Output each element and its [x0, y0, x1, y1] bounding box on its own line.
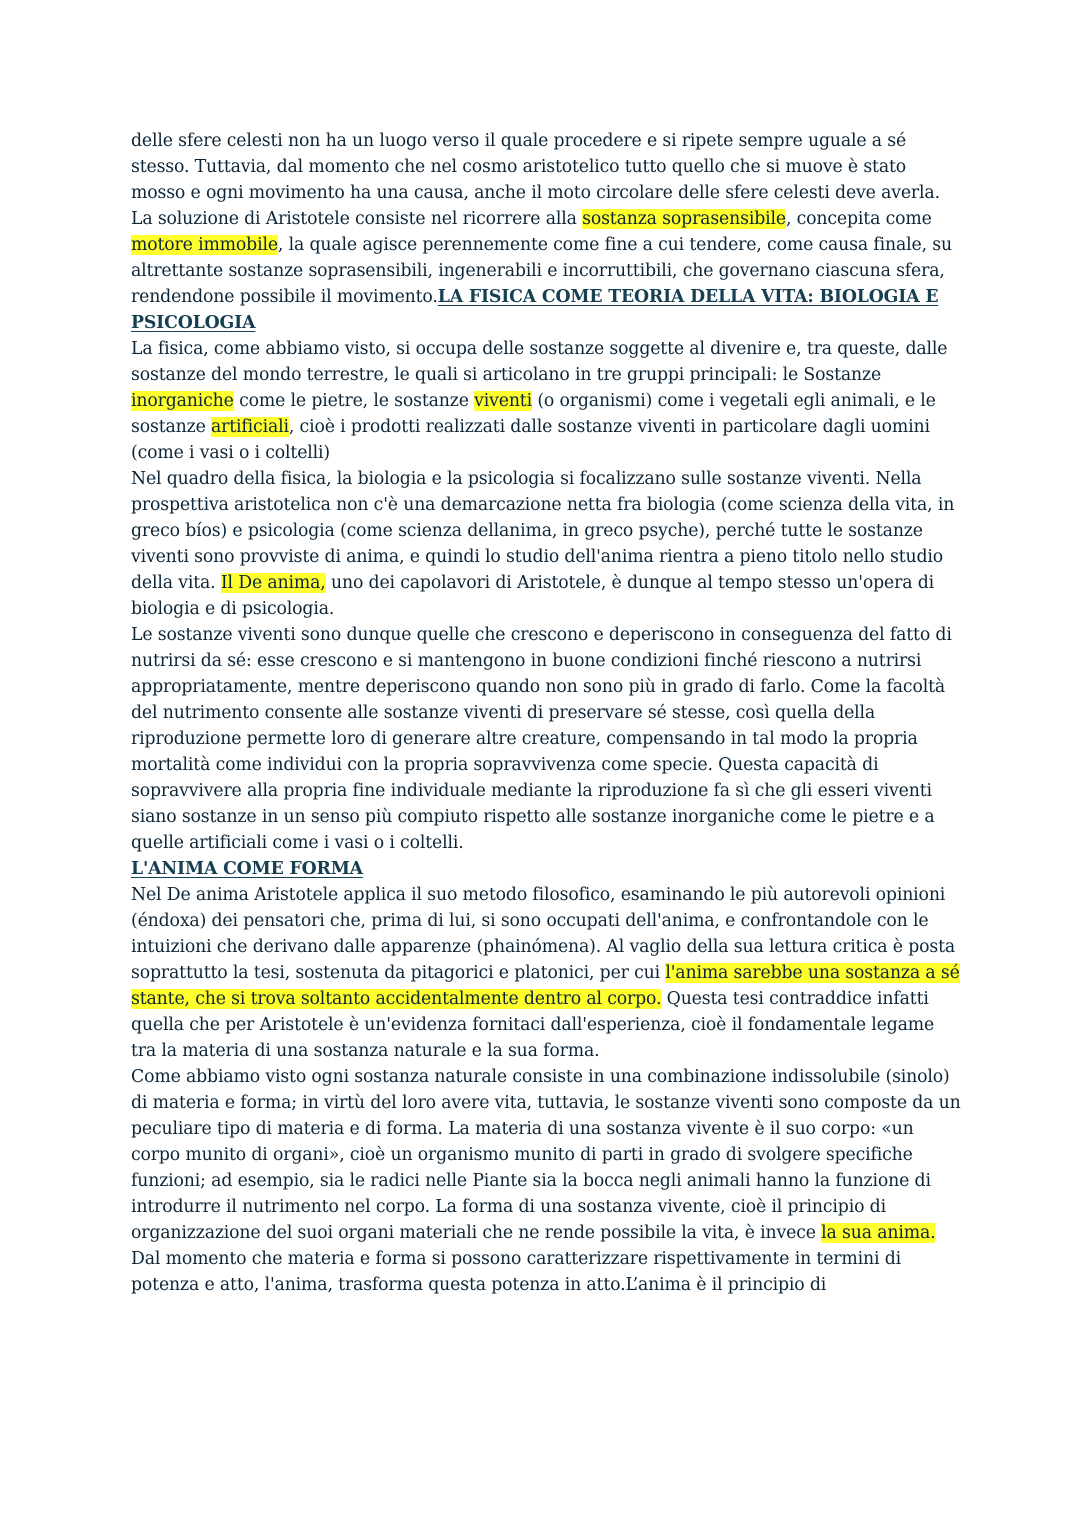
section-heading-physics-life: LA FISICA COME TEORIA DELLA VITA: BIOLOGIA E PSICOLOGIA [131, 287, 939, 333]
highlight-artificial: artificiali [211, 417, 289, 437]
highlight-soul-substance-thesis: l'anima sarebbe una sostanza a sé stante, che si trova soltanto accidentalmente dentro al corpo. [131, 963, 960, 1009]
text-span: delle sfere celesti non ha un luogo verso il quale procedere e si ripete sempre uguale a sé stesso. Tuttavia, dal momento che nel cosmo aristotelico tutto quello che si muove è stato mosso e ogni movimento ha una causa, anche il moto circolare delle sfere celesti deve averla. [131, 131, 940, 203]
highlight-supersensible-substance: sostanza soprasensibile [582, 209, 786, 229]
highlight-inorganic: inorganiche [131, 391, 234, 411]
text-span: , cioè i prodotti realizzati dalle sostanze viventi in particolare dagli uomini (come i vasi o i coltelli) [131, 417, 930, 463]
text-span: Le sostanze viventi sono dunque quelle che crescono e deperiscono in conseguenza del fatto di nutrirsi da sé: esse crescono e si mantengono in buone condizioni finché riescono a nutrirsi appropriatamente, mentre deperiscono quando non sono più in grado di farlo. Come la facoltà del nutrimento consente alle sostanze viventi di preservare sé stesse, così quella della riproduzione permette loro di generare altre creature, compensando in tal modo la propria mortalità come individui con la propria sopravvivenza come specie. Questa capacità di sopravvivere alla propria fine individuale mediante la riproduzione fa sì che gli esseri viventi siano sostanze in un senso più compiuto rispetto alle sostanze inorganiche come le pietre e a quelle artificiali come i vasi o i coltelli. [131, 625, 952, 853]
highlight-living: viventi [474, 391, 532, 411]
paragraph-biology-psychology [131, 466, 961, 622]
text-span: Nel De anima Aristotele applica il suo metodo filosofico, esaminando le più autorevoli opinioni (éndoxa) dei pensatori che, prima di lui, si sono occupati dell'anima, e confrontandole con le intuizioni che derivano dalle apparenze (phainómena). Al vaglio della sua lettura critica è posta soprattutto la tesi, sostenuta da pitagorici e platonici, per cui [131, 885, 956, 983]
text-span: , concepita come [785, 209, 932, 229]
paragraph-matter-form [131, 1064, 961, 1246]
paragraph-celestial-spheres [131, 128, 961, 206]
paragraph-living-substances [131, 622, 961, 856]
text-span: Questa tesi contraddice infatti quella che per Aristotele è un'evidenza fornitaci dall'esperienza, cioè il fondamentale legame tra la materia di una sostanza naturale e la sua forma. [131, 989, 935, 1061]
document-page [131, 128, 961, 1298]
section-heading-soul-form-line [131, 856, 961, 882]
paragraph-de-anima-method [131, 882, 961, 1064]
text-span: Dal momento che materia e forma si possono caratterizzare rispettivamente in termini di potenza e atto, l'anima, trasforma questa potenza in atto.L’anima è il principio di [131, 1249, 901, 1295]
text-span: La soluzione di Aristotele consiste nel ricorrere alla [131, 209, 583, 229]
text-span: Come abbiamo visto ogni sostanza naturale consiste in una combinazione indissolubile (sinolo) di materia e forma; in virtù del loro avere vita, tuttavia, le sostanze viventi sono composte da un peculiare tipo di materia e di forma. La materia di una sostanza vivente è il suo corpo: «un corpo munito di organi», cioè un organismo munito di parti in grado di svolgere specifiche funzioni; ad esempio, sia le radici nelle Piante sia la bocca negli animali hanno la funzione di introdurre il nutrimento nel corpo. La forma di una sostanza vivente, cioè il principio di organizzazione del suoi organi materiali che ne rende possibile la vita, è invece [131, 1067, 961, 1243]
text-span: uno dei capolavori di Aristotele, è dunque al tempo stesso un'opera di biologia e di psicologia. [131, 573, 934, 619]
highlight-de-anima: Il De anima, [220, 573, 326, 593]
paragraph-substance-groups [131, 336, 961, 466]
text-span: La fisica, come abbiamo visto, si occupa delle sostanze soggette al divenire e, tra queste, dalle sostanze del mondo terrestre, le quali si articolano in tre gruppi principali: le Sostanze [131, 339, 948, 385]
text-span: Nel quadro della fisica, la biologia e la psicologia si focalizzano sulle sostanze viventi. Nella prospettiva aristotelica non c'è una demarcazione netta fra biologia (come scienza della vita, in greco bíos) e psicologia (come scienza dellanima, in greco psyche), perché tutte le sostanze viventi sono provviste di anima, e quindi lo studio dell'anima rientra a pieno titolo nello studio della vita. [131, 469, 955, 593]
highlight-its-soul: la sua anima. [821, 1223, 936, 1243]
section-heading-soul-form: L'ANIMA COME FORMA [131, 859, 363, 879]
text-span: (o organismi) come i vegetali egli animali, e le sostanze [131, 391, 936, 437]
text-span: come le pietre, le sostanze [233, 391, 475, 411]
highlight-unmoved-mover: motore immobile [131, 235, 278, 255]
paragraph-unmoved-mover [131, 206, 961, 336]
text-span: , la quale agisce perennemente come fine a cui tendere, come causa finale, su altrettante sostanze soprasensibili, ingenerabili e incorruttibili, che governano ciascuna sfera, rendendone possibile il movimento. [131, 235, 952, 307]
paragraph-potency-act [131, 1246, 961, 1298]
